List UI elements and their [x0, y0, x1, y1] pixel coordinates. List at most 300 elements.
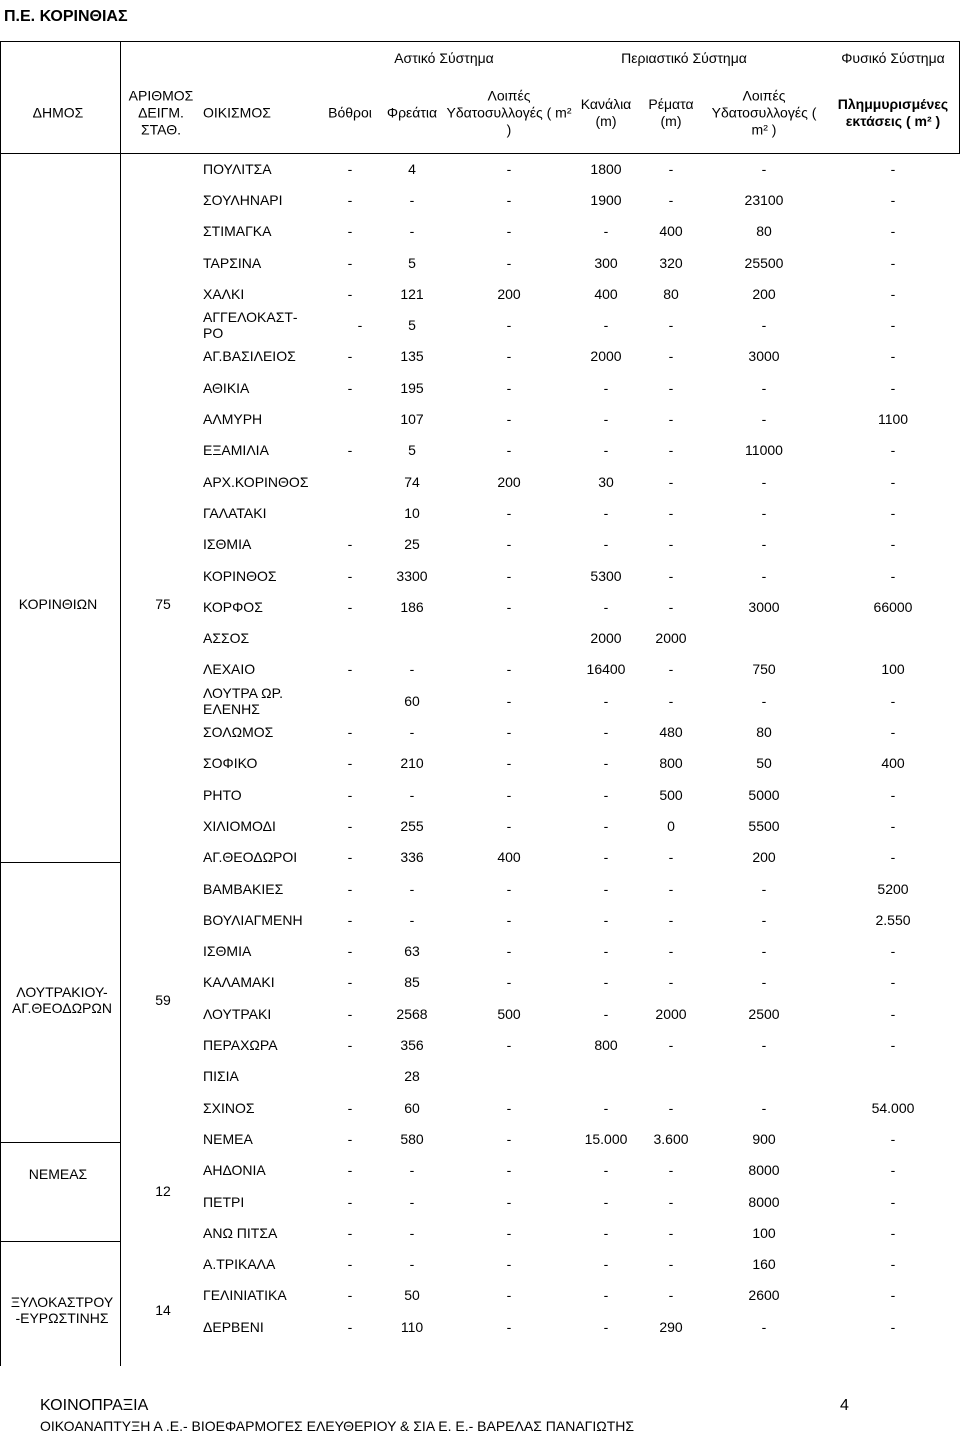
table-cell: -	[347, 786, 353, 803]
settlement-name: ΣΧΙΝΟΣ	[203, 1099, 255, 1116]
table-cell: 107	[400, 411, 424, 428]
system-header-urban: Αστικό Σύστημα	[394, 50, 494, 66]
table-cell: -	[890, 1318, 896, 1335]
table-cell: -	[761, 974, 767, 991]
table-cell: -	[347, 1099, 353, 1116]
settlement-name: ΚΟΡΦΟΣ	[203, 598, 263, 615]
table-cell: -	[506, 1256, 512, 1273]
table-cell: 210	[400, 755, 424, 772]
table-cell: 5300	[590, 567, 622, 584]
header-plimmyrismenes: Πλημμυρισμένες εκτάσεις ( m² )	[837, 96, 949, 129]
table-cell: 300	[594, 254, 618, 271]
table-cell: -	[603, 223, 609, 240]
table-cell: -	[603, 442, 609, 459]
settlement-name: ΚΟΡΙΝΘΟΣ	[203, 567, 277, 584]
settlement-name: ΑΛΜΥΡΗ	[203, 411, 263, 428]
settlement-name: ΣΟΦΙΚΟ	[203, 755, 258, 772]
table-cell: 320	[659, 254, 683, 271]
table-cell: -	[603, 1005, 609, 1022]
table-cell: 2568	[396, 1005, 428, 1022]
table-cell: -	[890, 943, 896, 960]
table-cell: -	[347, 1005, 353, 1022]
table-cell: -	[890, 223, 896, 240]
table-cell: -	[761, 504, 767, 521]
table-cell: 28	[404, 1068, 420, 1085]
table-cell: -	[409, 880, 415, 897]
table-cell: -	[409, 724, 415, 741]
table-cell: -	[603, 849, 609, 866]
group-arithmos: 12	[155, 1183, 171, 1199]
table-cell: 160	[752, 1256, 776, 1273]
table-cell: -	[668, 567, 674, 584]
table-cell: -	[603, 411, 609, 428]
header-remata: Ρέματα (m)	[648, 96, 694, 129]
table-cell: 1100	[877, 411, 909, 428]
table-cell: 4	[408, 160, 416, 177]
table-cell: -	[890, 692, 896, 709]
table-cell: -	[506, 223, 512, 240]
table-cell: 2000	[655, 630, 687, 647]
table-cell: -	[347, 379, 353, 396]
table-cell: -	[668, 849, 674, 866]
settlement-name: ΙΣΘΜΙΑ	[203, 943, 252, 960]
table-cell: 121	[400, 285, 424, 302]
table-cell: 100	[881, 661, 905, 678]
table-cell: -	[761, 880, 767, 897]
table-cell: 50	[404, 1287, 420, 1304]
table-cell: -	[761, 317, 767, 334]
table-cell: 2000	[590, 630, 622, 647]
table-cell: -	[890, 191, 896, 208]
table-cell: -	[506, 880, 512, 897]
settlement-name: ΑΓΓΕΛΟΚΑΣΤ-ΡΟ	[203, 309, 298, 342]
table-cell: 5	[408, 317, 416, 334]
table-cell: 135	[400, 348, 424, 365]
table-cell: -	[506, 536, 512, 553]
table-cell: 0	[667, 817, 675, 834]
settlement-name: ΑΡΧ.ΚΟΡΙΝΘΟΣ	[203, 473, 309, 490]
settlement-name: ΔΕΡΒΕΝΙ	[203, 1318, 264, 1335]
table-cell: 900	[752, 1130, 776, 1147]
settlement-name: ΛΟΥΤΡΑΚΙ	[203, 1005, 272, 1022]
header-loipes-ydatosyllogés-urban: Λοιπές Υδατοσυλλογές ( m² )	[446, 87, 572, 138]
table-cell: -	[603, 755, 609, 772]
table-cell: 63	[404, 943, 420, 960]
settlement-name: ΝΕΜΕΑ	[203, 1130, 253, 1147]
settlement-name: ΠΕΡΑΧΩΡΑ	[203, 1037, 278, 1054]
table-cell: -	[506, 1224, 512, 1241]
table-cell: -	[890, 442, 896, 459]
table-cell: -	[603, 1287, 609, 1304]
table-cell: -	[506, 317, 512, 334]
header-dimos: ΔΗΜΟΣ	[32, 104, 84, 121]
table-cell: -	[668, 1162, 674, 1179]
table-cell: -	[506, 661, 512, 678]
table-cell: -	[890, 504, 896, 521]
table-cell: 11000	[745, 442, 783, 459]
table-cell: -	[347, 1318, 353, 1335]
table-cell: 25	[404, 536, 420, 553]
table-cell: -	[890, 473, 896, 490]
settlement-name: ΑΝΩ ΠΙΤΣΑ	[203, 1224, 278, 1241]
table-cell: 356	[400, 1037, 424, 1054]
table-cell: -	[603, 786, 609, 803]
table-cell: -	[603, 817, 609, 834]
table-cell: -	[890, 348, 896, 365]
table-cell: -	[668, 1256, 674, 1273]
table-cell: 3000	[748, 598, 780, 615]
table-cell: -	[409, 661, 415, 678]
table-cell: 2.550	[875, 911, 911, 928]
table-cell: -	[603, 880, 609, 897]
settlement-name: ΑΓ.ΘΕΟΔΩΡΟΙ	[203, 849, 298, 866]
table-cell: 800	[594, 1037, 618, 1054]
table-cell: -	[890, 254, 896, 271]
table-cell: -	[347, 724, 353, 741]
table-cell: -	[347, 1162, 353, 1179]
table-cell: -	[409, 1162, 415, 1179]
table-cell: -	[506, 1318, 512, 1335]
table-cell: -	[347, 598, 353, 615]
table-cell: 8000	[748, 1162, 780, 1179]
table-cell: -	[506, 254, 512, 271]
table-cell: 290	[659, 1318, 683, 1335]
table-cell: -	[506, 943, 512, 960]
settlement-name: ΚΑΛΑΜΑΚΙ	[203, 974, 275, 991]
header-oikismos: ΟΙΚΙΣΜΟΣ	[203, 104, 271, 121]
table-cell: -	[668, 379, 674, 396]
table-cell: 500	[497, 1005, 521, 1022]
settlement-name: Α.ΤΡΙΚΑΛΑ	[203, 1256, 276, 1273]
table-cell: 1900	[590, 191, 622, 208]
table-cell: 3.600	[653, 1130, 689, 1147]
header-kanalia: Κανάλια (m)	[580, 96, 632, 129]
settlement-name: ΧΑΛΚΙ	[203, 285, 245, 302]
table-cell: -	[890, 1037, 896, 1054]
table-cell: 200	[497, 473, 521, 490]
settlement-name: ΤΑΡΣΙΝΑ	[203, 254, 262, 271]
table-cell: -	[668, 1224, 674, 1241]
table-cell: -	[409, 911, 415, 928]
table-cell: -	[761, 1318, 767, 1335]
table-cell: 100	[752, 1224, 776, 1241]
table-cell: -	[668, 1099, 674, 1116]
table-cell: -	[668, 1037, 674, 1054]
table-cell: 54.000	[871, 1099, 915, 1116]
table-cell: -	[347, 1287, 353, 1304]
table-cell: -	[409, 1224, 415, 1241]
table-cell: 74	[404, 473, 420, 490]
page-title: Π.Ε. ΚΟΡΙΝΘΙΑΣ	[4, 8, 128, 25]
table-cell: -	[603, 536, 609, 553]
table-cell: -	[506, 1037, 512, 1054]
table-cell: -	[603, 1099, 609, 1116]
table-cell: -	[506, 348, 512, 365]
table-cell: -	[890, 1287, 896, 1304]
table-cell: 400	[659, 223, 683, 240]
settlement-name: ΒΑΜΒΑΚΙΕΣ	[203, 880, 284, 897]
table-cell: 750	[752, 661, 776, 678]
table-cell: -	[761, 379, 767, 396]
table-cell: 80	[663, 285, 679, 302]
table-cell: -	[409, 191, 415, 208]
table-cell: -	[506, 411, 512, 428]
settlement-name: ΑΗΔΟΝΙΑ	[203, 1162, 266, 1179]
table-cell: -	[761, 692, 767, 709]
footer-partners: ΟΙΚΟΑΝΑΠΤΥΞΗ Α .Ε.- ΒΙΟΕΦΑΡΜΟΓΕΣ ΕΛΕΥΘΕΡΙΟΥ & ΣΙΑ Ε. Ε.- ΒΑΡΕΛΑΣ ΠΑΝΑΓΙΩΤΗΣ	[40, 1418, 635, 1434]
table-cell: 10	[404, 504, 420, 521]
table-cell: -	[668, 880, 674, 897]
table-cell: -	[761, 943, 767, 960]
table-cell: -	[506, 442, 512, 459]
table-cell: -	[603, 504, 609, 521]
settlement-name: ΠΟΥΛΙΤΣΑ	[203, 160, 272, 177]
table-cell: -	[890, 567, 896, 584]
table-cell: -	[890, 1130, 896, 1147]
table-cell: -	[890, 536, 896, 553]
settlement-name: ΓΕΛΙΝΙΑΤΙΚΑ	[203, 1287, 287, 1304]
table-cell: 23100	[744, 191, 784, 208]
table-cell: -	[506, 1162, 512, 1179]
table-cell: -	[347, 849, 353, 866]
table-cell: -	[506, 1099, 512, 1116]
table-cell: -	[761, 411, 767, 428]
table-cell: -	[506, 755, 512, 772]
table-cell: -	[506, 1193, 512, 1210]
settlement-name: ΠΕΤΡΙ	[203, 1193, 245, 1210]
table-cell: 80	[756, 724, 772, 741]
table-cell: -	[890, 317, 896, 334]
table-cell: 5	[408, 254, 416, 271]
table-cell: 30	[598, 473, 614, 490]
table-cell: 2000	[655, 1005, 687, 1022]
table-cell: 60	[404, 1099, 420, 1116]
table-cell: -	[761, 1099, 767, 1116]
table-cell: -	[347, 223, 353, 240]
table-cell: 200	[497, 285, 521, 302]
settlement-name: ΑΘΙΚΙΑ	[203, 379, 250, 396]
settlement-name: ΒΟΥΛΙΑΓΜΕΝΗ	[203, 911, 303, 928]
table-cell: -	[603, 724, 609, 741]
table-cell: -	[668, 348, 674, 365]
table-cell: -	[890, 1224, 896, 1241]
table-cell: -	[357, 317, 363, 334]
table-cell: -	[603, 379, 609, 396]
table-cell: -	[668, 974, 674, 991]
table-cell: -	[668, 160, 674, 177]
table-cell: -	[506, 1287, 512, 1304]
page-number: 4	[840, 1397, 849, 1414]
table-cell: 800	[659, 755, 683, 772]
header-vothroi: Βόθροι	[328, 104, 372, 121]
table-cell: -	[668, 317, 674, 334]
table-cell: -	[347, 1037, 353, 1054]
table-cell: -	[761, 1037, 767, 1054]
settlement-name: ΕΞΑΜΙΛΙΑ	[203, 442, 269, 459]
table-cell: 66000	[873, 598, 913, 615]
system-header-natural: Φυσικό Σύστημα	[841, 50, 945, 66]
table-cell: -	[890, 1005, 896, 1022]
table-cell: -	[603, 1256, 609, 1273]
table-cell: -	[668, 536, 674, 553]
table-cell: -	[603, 974, 609, 991]
table-cell: -	[347, 160, 353, 177]
group-arithmos: 75	[155, 596, 171, 612]
table-cell: 400	[497, 849, 521, 866]
table-cell: 85	[404, 974, 420, 991]
table-cell: 400	[594, 285, 618, 302]
settlement-name: ΑΣΣΟΣ	[203, 630, 250, 647]
table-cell: -	[347, 442, 353, 459]
table-cell: -	[347, 1193, 353, 1210]
header-arithmos: ΑΡΙΘΜΟΣ ΔΕΙΓΜ. ΣΤΑΘ.	[128, 87, 194, 138]
settlement-name: ΛΕΧΑΙΟ	[203, 661, 256, 678]
table-cell: -	[668, 661, 674, 678]
footer-company: ΚΟΙΝΟΠΡΑΞΙΑ	[40, 1397, 149, 1414]
group-dimos: ΚΟΡΙΝΘΙΩΝ	[18, 596, 98, 612]
settlement-name: ΑΓ.ΒΑΣΙΛΕΙΟΣ	[203, 348, 296, 365]
table-cell: -	[409, 786, 415, 803]
table-cell: -	[506, 817, 512, 834]
table-cell: -	[890, 849, 896, 866]
table-cell: -	[603, 598, 609, 615]
table-cell: 200	[752, 285, 776, 302]
table-cell: -	[347, 755, 353, 772]
table-cell: 2000	[590, 348, 622, 365]
table-cell: -	[890, 1256, 896, 1273]
table-cell: -	[603, 317, 609, 334]
table-cell: -	[761, 473, 767, 490]
table-cell: -	[603, 1193, 609, 1210]
table-cell: 580	[400, 1130, 424, 1147]
table-cell: -	[506, 1130, 512, 1147]
table-cell: -	[668, 504, 674, 521]
settlement-name: ΠΙΣΙΑ	[203, 1068, 239, 1085]
table-cell: -	[347, 191, 353, 208]
settlement-name: ΣΟΥΛΗΝΑΡΙ	[203, 191, 283, 208]
table-cell: -	[668, 943, 674, 960]
table-cell: -	[347, 254, 353, 271]
table-cell: 2600	[748, 1287, 780, 1304]
table-cell: 80	[756, 223, 772, 240]
group-dimos: ΛΟΥΤΡΑΚΙΟΥ-ΑΓ.ΘΕΟΔΩΡΩΝ	[12, 984, 112, 1016]
table-cell: -	[668, 191, 674, 208]
table-cell: -	[890, 1162, 896, 1179]
table-cell: -	[506, 786, 512, 803]
table-cell: -	[761, 160, 767, 177]
table-cell: -	[506, 724, 512, 741]
table-cell: -	[890, 724, 896, 741]
table-cell: -	[347, 536, 353, 553]
table-cell: 5	[408, 442, 416, 459]
table-cell: -	[668, 442, 674, 459]
table-cell: 16400	[586, 661, 626, 678]
table-cell: 200	[752, 849, 776, 866]
table-cell: -	[347, 817, 353, 834]
table-cell: -	[890, 786, 896, 803]
table-cell: 5500	[748, 817, 780, 834]
settlement-name: ΓΑΛΑΤΑΚΙ	[203, 504, 267, 521]
table-cell: -	[668, 473, 674, 490]
header-freatia: Φρεάτια	[386, 104, 438, 121]
table-cell: -	[506, 911, 512, 928]
settlement-name: ΧΙΛΙΟΜΟΔΙ	[203, 817, 276, 834]
table-cell: -	[506, 974, 512, 991]
table-cell: -	[761, 911, 767, 928]
table-cell: 3300	[396, 567, 428, 584]
table-cell: -	[347, 1224, 353, 1241]
table-cell: -	[603, 692, 609, 709]
table-cell: -	[506, 598, 512, 615]
settlement-name: ΡΗΤΟ	[203, 786, 242, 803]
table-cell: -	[409, 223, 415, 240]
table-cell: 5000	[748, 786, 780, 803]
table-cell: 25500	[744, 254, 784, 271]
table-cell: 3000	[748, 348, 780, 365]
table-cell: 2500	[748, 1005, 780, 1022]
table-cell: -	[506, 504, 512, 521]
table-cell: 400	[881, 755, 905, 772]
settlement-name: ΣΤΙΜΑΓΚΑ	[203, 223, 272, 240]
table-cell: -	[668, 692, 674, 709]
settlement-name: ΙΣΘΜΙΑ	[203, 536, 252, 553]
table-cell: -	[603, 1224, 609, 1241]
table-cell: -	[347, 974, 353, 991]
table-cell: -	[890, 160, 896, 177]
table-cell: -	[409, 1193, 415, 1210]
table-cell: -	[890, 817, 896, 834]
table-cell: -	[668, 411, 674, 428]
table-cell: -	[668, 1287, 674, 1304]
settlement-name: ΣΟΛΩΜΟΣ	[203, 724, 274, 741]
table-cell: -	[603, 1162, 609, 1179]
table-cell: -	[603, 943, 609, 960]
table-cell: -	[761, 567, 767, 584]
group-dimos: ΞΥΛΟΚΑΣΤΡΟΥ -ΕΥΡΩΣΤΙΝΗΣ	[10, 1294, 114, 1326]
system-header-periurban: Περιαστικό Σύστημα	[621, 50, 747, 66]
table-cell: -	[506, 692, 512, 709]
table-cell: 186	[400, 598, 424, 615]
table-cell: -	[890, 1193, 896, 1210]
table-cell: -	[347, 880, 353, 897]
table-cell: 50	[756, 755, 772, 772]
table-cell: -	[347, 285, 353, 302]
table-cell: -	[347, 1130, 353, 1147]
table-cell: -	[890, 379, 896, 396]
table-cell: 1800	[590, 160, 622, 177]
table-cell: -	[890, 974, 896, 991]
table-cell: -	[347, 567, 353, 584]
table-cell: 500	[659, 786, 683, 803]
table-cell: -	[347, 661, 353, 678]
table-cell: 110	[400, 1318, 424, 1335]
table-cell: -	[668, 598, 674, 615]
table-cell: 8000	[748, 1193, 780, 1210]
table-cell: -	[347, 348, 353, 365]
group-arithmos: 14	[155, 1302, 171, 1318]
table-cell: -	[409, 1256, 415, 1273]
table-cell: -	[347, 943, 353, 960]
table-cell: -	[347, 1256, 353, 1273]
table-cell: 336	[400, 849, 424, 866]
table-cell: 60	[404, 692, 420, 709]
table-cell: 15.000	[584, 1130, 628, 1147]
table-cell: -	[668, 911, 674, 928]
table-cell: -	[890, 285, 896, 302]
table-cell: -	[506, 567, 512, 584]
settlement-name: ΛΟΥΤΡΑ ΩΡ. ΕΛΕΝΗΣ	[203, 684, 284, 717]
table-cell: -	[668, 1193, 674, 1210]
